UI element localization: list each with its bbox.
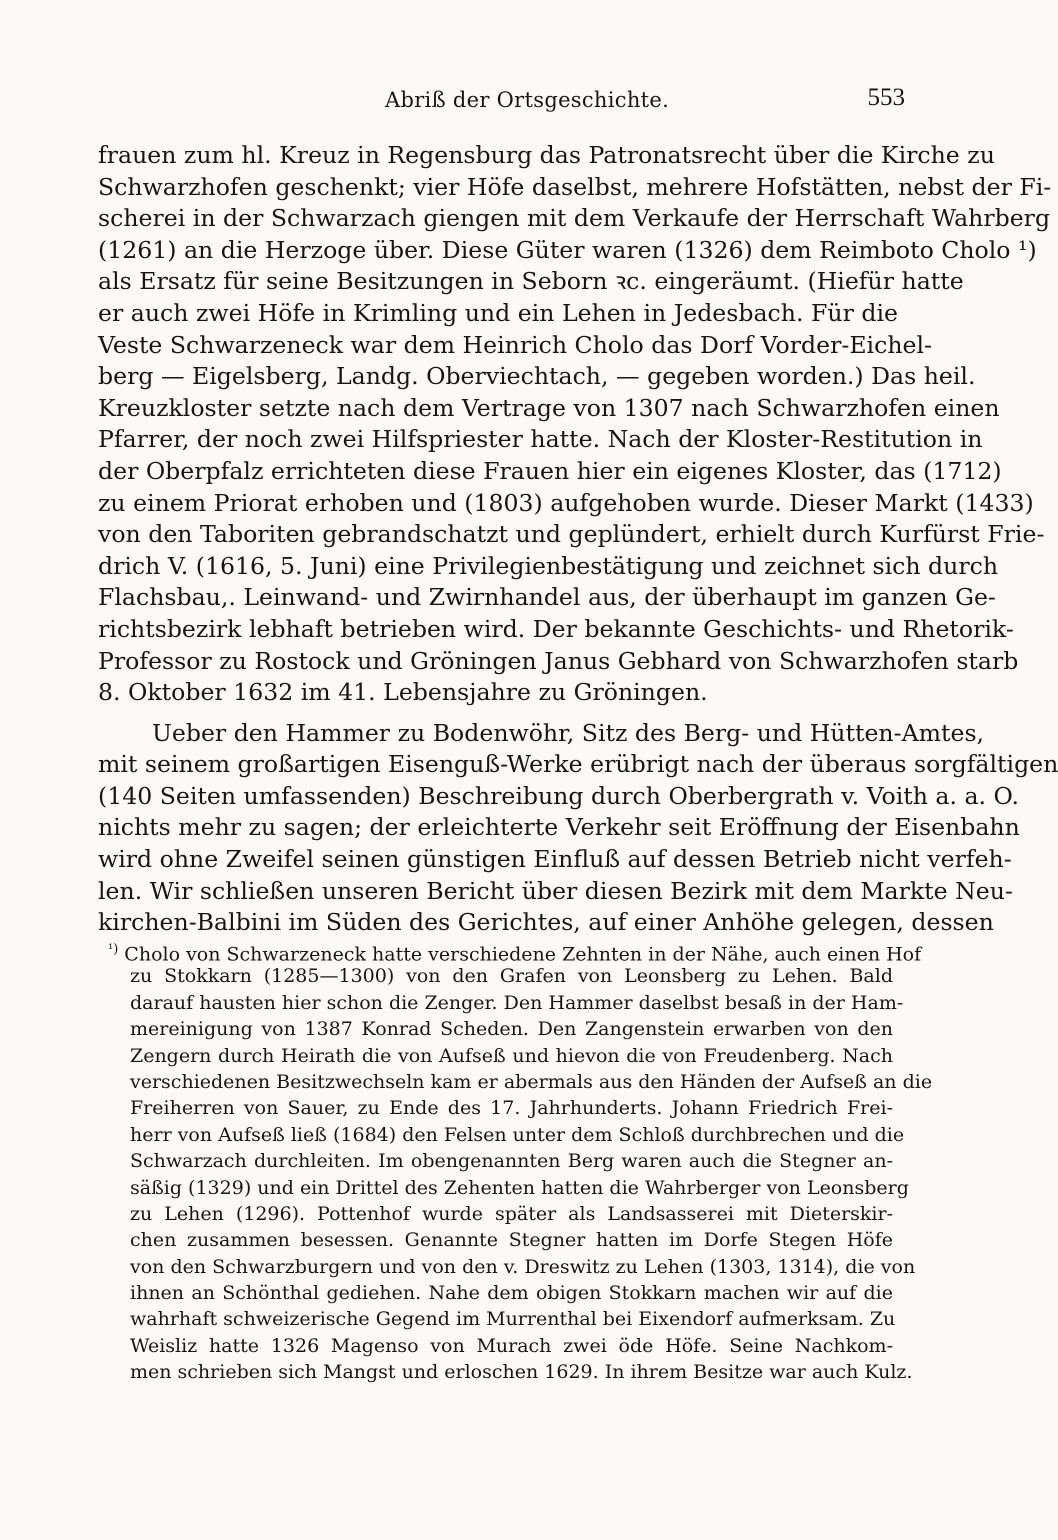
footnote-line: Zengern durch Heirath die von Aufseß und hievon die von Freudenberg. Nach [130,1044,893,1067]
text-line: Ueber den Hammer zu Bodenwöhr, Sitz des Berg- und Hütten-Amtes, [152,718,985,747]
main-text [98,140,1058,939]
footnote-line: wahrhaft schweizerische Gegend im Murrenthal bei Eixendorf aufmerksam. Zu [130,1308,896,1331]
footnote-line: von den Schwarzburgern und von den v. Dreswitz zu Lehen (1303, 1314), die von [130,1255,916,1278]
footnote-line: Weisliz hatte 1326 Magenso von Murach zwei öde Höfe. Seine Nachkom- [130,1334,893,1357]
footnote-line [108,937,922,966]
footnote-line: darauf hausten hier schon die Zenger. Den Hammer daselbst besaß in der Ham- [130,991,904,1014]
running-title: Abriß der Ortsgeschichte. [385,88,670,112]
text-line: len. Wir schließen unseren Bericht über diesen Bezirk mit dem Markte Neu- [98,876,1013,905]
text-line: Veste Schwarzeneck war dem Heinrich Cholo das Dorf Vorder-Eichel- [98,330,932,359]
text-line: Kreuzkloster setzte nach dem Vertrage von 1307 nach Schwarzhofen einen [98,393,1000,422]
text-line: scherei in der Schwarzach giengen mit dem Verkaufe der Herrschaft Wahrberg [98,204,1051,233]
text-line: richtsbezirk lebhaft betrieben wird. Der bekannte Geschichts- und Rhetorik- [98,614,1014,643]
text-line: nichts mehr zu sagen; der erleichterte Verkehr seit Eröffnung der Eisenbahn [98,813,1020,842]
footnote-line: men schrieben sich Mangst und erloschen 1629. In ihrem Besitze war auch Kulz. [130,1361,913,1384]
footnote-line: zu Stokkarn (1285—1300) von den Grafen von Leonsberg zu Lehen. Bald [130,965,893,988]
footnote-line: Schwarzach durchleiten. Im obengenannten Berg waren auch die Stegner an- [130,1150,893,1173]
text-line: als Ersatz für seine Besitzungen in Seborn ꝛc. eingeräumt. (Hiefür hatte [98,267,964,296]
text-line: zu einem Priorat erhoben und (1803) aufgehoben wurde. Dieser Markt (1433) [98,488,1034,517]
footnote-line: zu Lehen (1296). Pottenhof wurde später als Landsasserei mit Dieterskir- [130,1202,893,1225]
text-line: Schwarzhofen geschenkt; vier Höfe daselbst, mehrere Hofstätten, nebst der Fi- [98,172,1052,201]
footnote-line: mereinigung von 1387 Konrad Scheden. Den Zangenstein erwarben von den [130,1018,893,1041]
footnote-line: Freiherren von Sauer, zu Ende des 17. Jahrhunderts. Johann Friedrich Frei- [130,1097,893,1120]
footnote-line: ihnen an Schönthal gediehen. Nahe dem obigen Stokkarn machen wir auf die [130,1282,893,1305]
footnote-text: Cholo von Schwarzeneck hatte verschiedene Zehnten in der Nähe, auch einen Hof [124,943,922,966]
text-line: von den Taboriten gebrandschatzt und geplündert, erhielt durch Kurfürst Frie- [98,520,1045,549]
page-number: 553 [867,84,905,111]
text-line: der Oberpfalz errichteten diese Frauen hier ein eigenes Kloster, das (1712) [98,456,1002,485]
footnote-line: herr von Aufseß ließ (1684) den Felsen unter dem Schloß durchbrechen und die [130,1123,905,1146]
footnote-marker: ¹) [108,942,119,957]
page-header [0,84,1000,124]
text-line: Pfarrer, der noch zwei Hilfspriester hatte. Nach der Kloster-Restitution in [98,425,983,454]
text-line: wird ohne Zweifel seinen günstigen Einfluß auf dessen Betrieb nicht verfeh- [98,845,1012,874]
footnote-line: chen zusammen besessen. Genannte Stegner hatten im Dorfe Stegen Höfe [130,1229,893,1252]
text-line: (1261) an die Herzoge über. Diese Güter waren (1326) dem Reimboto Cholo ¹) [98,235,1037,264]
text-line: drich V. (1616, 5. Juni) eine Privilegienbestätigung und zeichnet sich durch [98,551,999,580]
footnote-line: säßig (1329) und ein Drittel des Zehenten hatten die Wahrberger von Leonsberg [130,1176,909,1199]
footnote [108,937,933,1386]
text-line: Professor zu Rostock und Gröningen Janus Gebhard von Schwarzhofen starb [98,646,1019,675]
text-line: kirchen-Balbini im Süden des Gerichtes, auf einer Anhöhe gelegen, dessen [98,908,994,937]
text-line: 8. Oktober 1632 im 41. Lebensjahre zu Gröningen. [98,678,708,707]
text-line: frauen zum hl. Kreuz in Regensburg das Patronatsrecht über die Kirche zu [98,141,995,169]
paragraph-gap [98,709,898,718]
text-line: er auch zwei Höfe in Krimling und ein Lehen in Jedesbach. Für die [98,298,898,327]
text-line: Flachsbau,. Leinwand- und Zwirnhandel aus, der überhaupt im ganzen Ge- [98,583,996,612]
text-line: mit seinem großartigen Eisenguß-Werke erübrigt nach der überaus sorgfältigen [98,750,1058,779]
footnote-line: verschiedenen Besitzwechseln kam er abermals aus den Händen der Aufseß an die [130,1070,933,1093]
text-line: (140 Seiten umfassenden) Beschreibung durch Oberbergrath v. Voith a. a. O. [98,781,1020,810]
text-line: berg — Eigelsberg, Landg. Oberviechtach, — gegeben worden.) Das heil. [98,362,976,391]
